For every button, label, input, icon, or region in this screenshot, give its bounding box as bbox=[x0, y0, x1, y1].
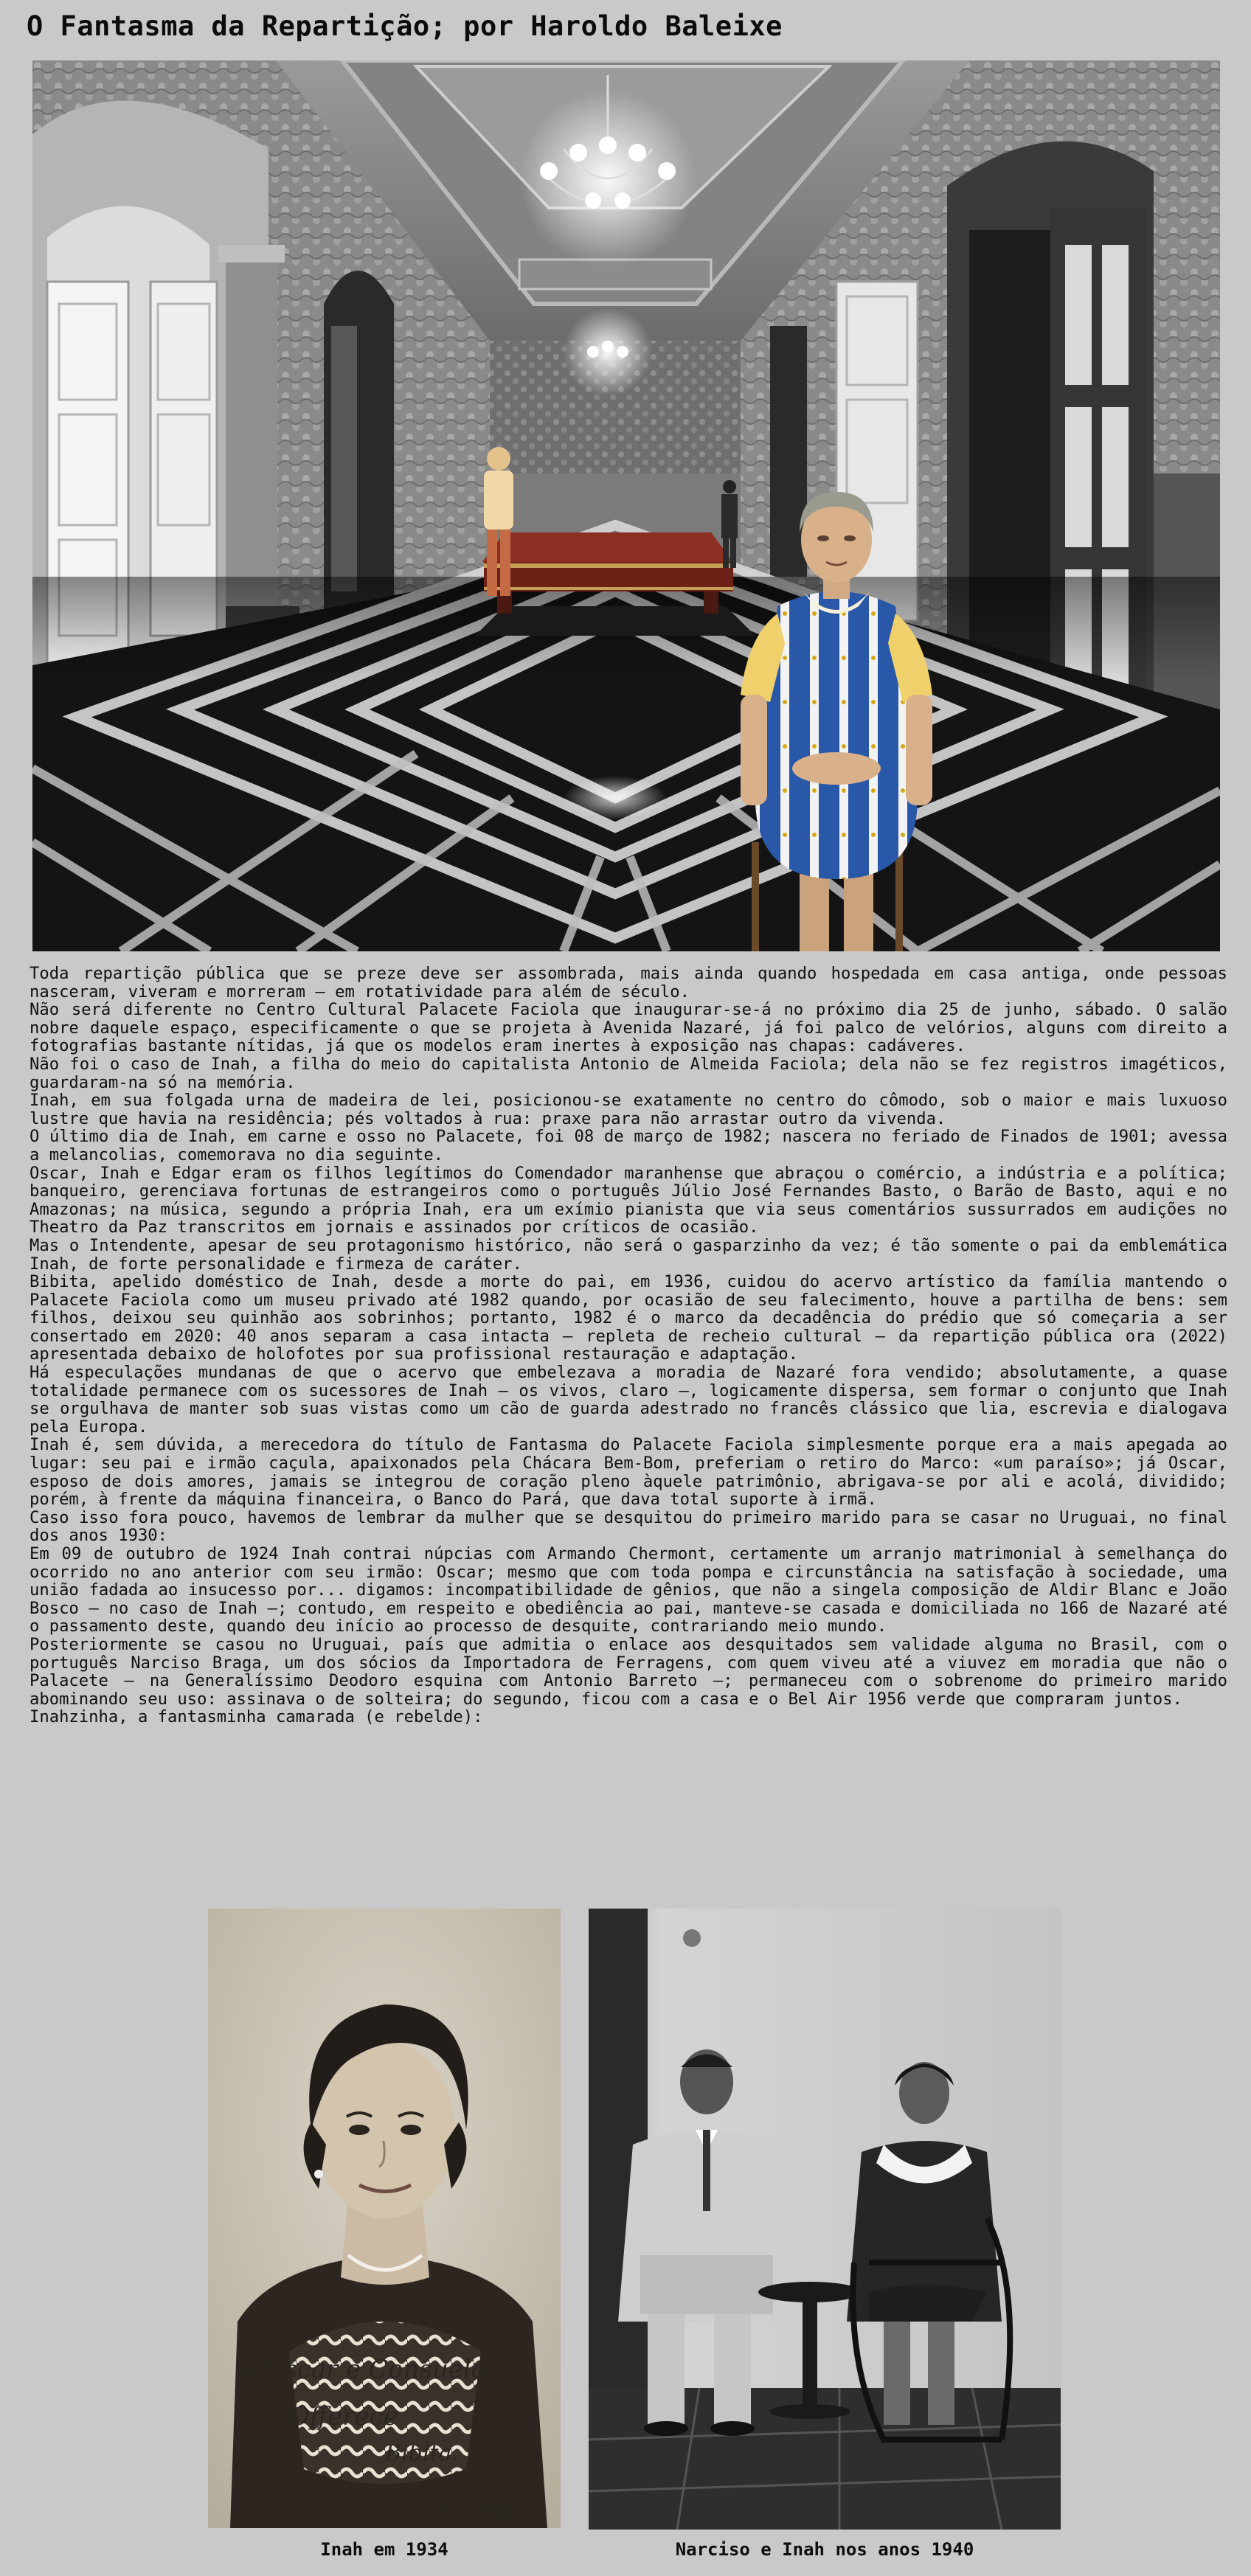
article-paragraph: Bibita, apelido doméstico de Inah, desde a morte do pai, em 1936, cuidou do acervo artístico da família mantendo o Palacete Faciola como um museu privado até 1982 quando, por ocasião de seu falecimento, houve a partilha de bens: sem filhos, deixou seu quinhão aos sobrinhos; portanto, 1982 é o marco da decadência do prédio que só começaria a ser consertado em 2020: 40 anos separam a casa intacta – repleta de recheio cultural – da repartição pública ora (2022) apresentada debaixo de holofotes por sua profissional restauração e adaptação. bbox=[30, 1272, 1227, 1364]
photo-caption: Inah em 1934 bbox=[320, 2539, 448, 2560]
inscription-line: Offerece bbox=[289, 2402, 398, 2431]
inscription-line: Bibita. bbox=[385, 2440, 459, 2466]
portrait-illustration bbox=[208, 1909, 561, 2528]
article-paragraph: Oscar, Inah e Edgar eram os filhos legítimos do Comendador maranhense que abraçou o comércio, a indústria e a política; banqueiro, gerenciava fortunas de estrangeiros como o português Júlio José Fernandes Basto, o Barão de Basto, aqui e no Amazonas; na música, segundo a própria Inah, era um exímio pianista que via seus comentários sussurrados em audições no Theatro da Paz transcritos em jornais e assinados por críticos de ocasião. bbox=[30, 1163, 1227, 1237]
article-paragraph: Inah, em sua folgada urna de madeira de lei, posicionou-se exatamente no centro do cômodo, sob o maior e mais luxuoso lustre que havia na residência; pés voltados à rua: praxe para não arrastar outro da vivenda. bbox=[30, 1091, 1227, 1128]
article-paragraph: Não será diferente no Centro Cultural Palacete Faciola que inaugurar-se-á no próximo dia 25 de junho, sábado. O salão nobre daquele espaço, especificamente o que se projeta à Avenida Nazaré, já foi palco de velórios, alguns com direito a fotografias bastante nítidas, já que os modelos eram inertes à exposição nas chapas: cadáveres. bbox=[30, 1000, 1227, 1056]
article-paragraph: Mas o Intendente, apesar de seu protagonismo histórico, não será o gasparzinho da vez; é tão somente o pai da emblemática Inah, de forte personalidade e firmeza de caráter. bbox=[30, 1235, 1227, 1274]
photo-narciso-inah bbox=[589, 1909, 1061, 2530]
article-paragraph: Não foi o caso de Inah, a filha do meio do capitalista Antonio de Almeida Faciola; dela não se fez registros imagéticos, guardaram-na só na memória. bbox=[30, 1054, 1227, 1092]
article-paragraph: Há especulações mundanas de que o acervo que embelezava a moradia de Nazaré fora vendido; absolutamente, a quase totalidade permanece com os sucessores de Inah – os vivos, claro –, logicamente dispersa, sem formar o conjunto que Inah se orgulhava de manter sob suas vistas como um cão de guarda adestrado no francês clássico que lia, escrevia e dialogava pela Europa. bbox=[30, 1363, 1227, 1437]
couple-illustration bbox=[589, 1909, 1061, 2530]
inscription-line: 21-I-934 bbox=[437, 2502, 513, 2522]
page-title: O Fantasma da Repartição; por Haroldo Baleixe bbox=[27, 10, 783, 42]
article-body bbox=[30, 965, 1227, 1726]
photo-inah-1934 bbox=[208, 1909, 561, 2528]
article-paragraph: Em 09 de outubro de 1924 Inah contrai núpcias com Armando Chermont, certamente um arranjo matrimonial à semelhança do ocorrido no ano anterior com seu irmão: Oscar; mesmo que com toda pompa e circunstância na satisfação à sociedade, uma união fadada ao insucesso por... digamos: incompatibilidade de gênios, que não a singela composição de Aldir Blanc e João Bosco – no caso de Inah –; contudo, em respeito e obediência ao pai, manteve-se casada e domiciliada no 166 de Nazaré até o passamento deste, quando deu início ao processo de desquite, contrariando meio mundo. bbox=[30, 1544, 1227, 1636]
hero-photo bbox=[32, 60, 1220, 951]
article-paragraph: Toda repartição pública que se preze deve ser assombrada, mais ainda quando hospedada em casa antiga, onde pessoas nasceram, viveram e morreram – em rotatividade para além de século. bbox=[30, 964, 1227, 1001]
article-paragraph: Inahzinha, a fantasminha camarada (e rebelde): bbox=[30, 1707, 483, 1727]
article-paragraph: Inah é, sem dúvida, a merecedora do título de Fantasma do Palacete Faciola simplesmente porque era a mais apegada ao lugar: seu pai e irmão caçula, apaixonados pela Chácara Bem-Bom, preferiam o retiro do Marco: «um paraíso»; já Oscar, esposo de dois amores, jamais se integrou de coração pleno àquele patrimônio, abrigava-se por ali e acolá, dividido; porém, à frente da máquina financeira, o Banco do Pará, que dava total suporte à irmã. bbox=[30, 1435, 1227, 1510]
article-paragraph: O último dia de Inah, em carne e osso no Palacete, foi 08 de março de 1982; nascera no feriado de Finados de 1901; avessa a melancolias, comemorava no dia seguinte. bbox=[30, 1127, 1227, 1164]
article-paragraph: Posteriormente se casou no Uruguai, país que admitia o enlace aos desquitados sem validade alguma no Brasil, com o português Narciso Braga, um dos sócios da Importadora de Ferragens, com quem viveu até a viuvez em moradia que não o Palacete – na Generalíssimo Deodoro esquina com Antonio Barreto –; permaneceu com o sobrenome do primeiro marido abominando seu uso: assinava o de solteira; do segundo, ficou com a casa e o Bel Air 1956 verde que compraram juntos. bbox=[30, 1634, 1227, 1709]
inscription-line: À Oscar e Consuelo bbox=[238, 2355, 487, 2384]
photo-caption: Narciso e Inah nos anos 1940 bbox=[675, 2539, 974, 2560]
hero-photo-illustration bbox=[32, 60, 1220, 951]
article-paragraph: Caso isso fora pouco, havemos de lembrar da mulher que se desquitou do primeiro marido para se casar no Uruguai, no final dos anos 1930: bbox=[30, 1507, 1227, 1546]
